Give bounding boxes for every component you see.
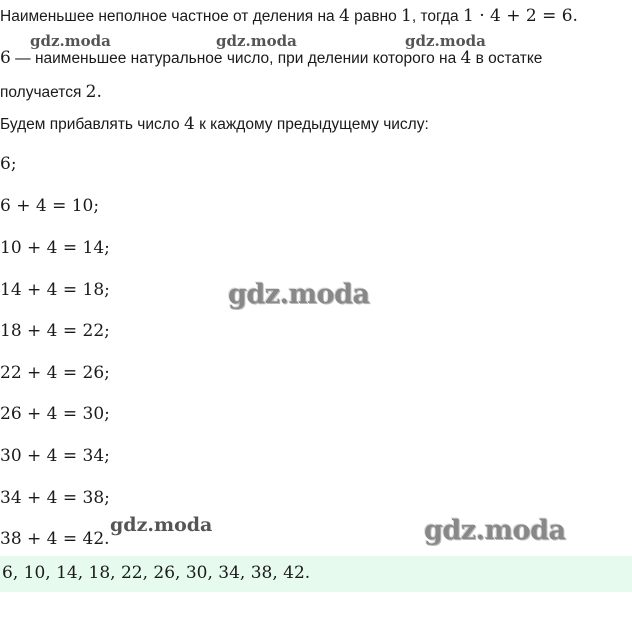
intro-line-1-divisor: 4 <box>338 6 350 26</box>
intro-line-4-text: Будем прибавлять число <box>0 116 180 133</box>
intro-line-2-divisor: 4 <box>460 48 472 68</box>
intro-line-2-text: — наименьшее натуральное число, при делении которого на <box>15 50 457 67</box>
watermark: gdz.moda <box>228 279 370 310</box>
step-line: 14 + 4 = 18; <box>0 280 110 300</box>
watermark: gdz.moda <box>30 32 111 50</box>
intro-line-3 <box>0 82 102 102</box>
intro-line-1-expression: 1 · 4 + 2 = 6. <box>462 6 578 26</box>
step-line: 26 + 4 = 30; <box>0 404 110 424</box>
intro-line-3-remainder: 2. <box>85 82 102 102</box>
intro-line-1-quotient: 1 <box>401 6 412 26</box>
intro-line-3-text: получается <box>0 84 82 101</box>
intro-line-1-end: , тогда <box>411 8 459 25</box>
watermark: gdz.moda <box>110 514 213 536</box>
intro-line-2-end: в остатке <box>475 50 543 67</box>
intro-line-1-mid: равно <box>354 8 397 25</box>
step-line: 10 + 4 = 14; <box>0 238 110 258</box>
step-line: 22 + 4 = 26; <box>0 363 110 383</box>
intro-line-4-number: 4 <box>183 114 195 134</box>
step-line: 6 + 4 = 10; <box>0 196 100 216</box>
step-line: 30 + 4 = 34; <box>0 446 110 466</box>
intro-line-1-text: Наименьшее неполное частное от деления на <box>0 8 335 25</box>
step-line: 18 + 4 = 22; <box>0 321 110 341</box>
answer-text: 6, 10, 14, 18, 22, 26, 30, 34, 38, 42. <box>2 563 311 583</box>
step-line: 34 + 4 = 38; <box>0 488 110 508</box>
intro-line-2-number: 6 <box>0 48 11 68</box>
intro-line-2 <box>0 48 542 68</box>
intro-line-4 <box>0 114 429 134</box>
step-line: 6; <box>0 154 17 174</box>
watermark: gdz.moda <box>405 32 486 50</box>
intro-line-4-end: к каждому предыдущему числу: <box>199 116 429 133</box>
watermark: gdz.moda <box>216 32 297 50</box>
step-line: 38 + 4 = 42. <box>0 529 110 549</box>
intro-line-1 <box>0 6 578 26</box>
answer-box <box>0 556 632 592</box>
watermark: gdz.moda <box>424 515 566 546</box>
